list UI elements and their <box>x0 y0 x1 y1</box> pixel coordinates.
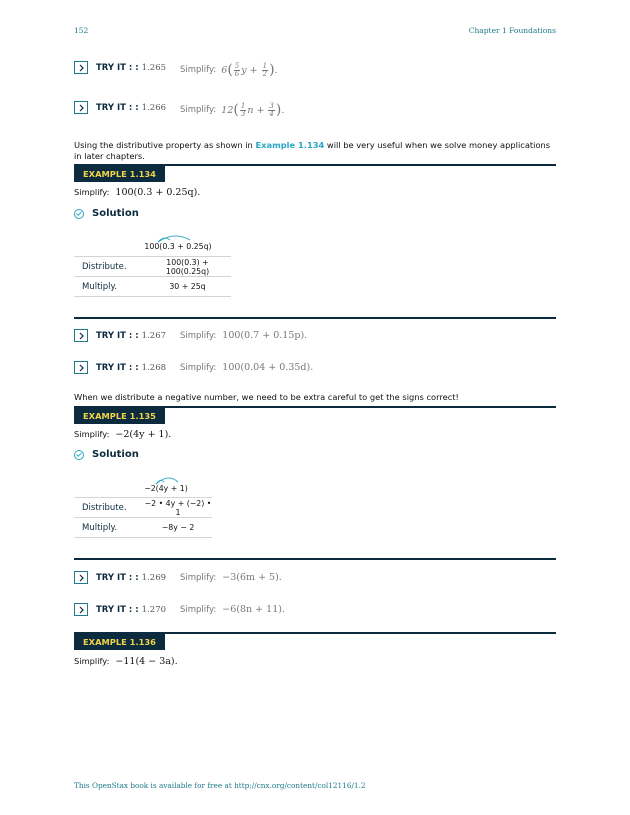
variable: y <box>241 64 247 76</box>
chevron-right-icon[interactable] <box>74 101 88 114</box>
try-it-number: 1.265 <box>141 62 167 73</box>
row-label: Multiply. <box>82 522 118 533</box>
try-it-1-270-problem <box>180 604 285 615</box>
try-it-1-265 <box>74 61 166 74</box>
example-end-divider <box>74 317 556 319</box>
chevron-right-icon[interactable] <box>74 329 88 342</box>
table-row <box>74 257 231 276</box>
chevron-right-icon[interactable] <box>74 603 88 616</box>
solution-heading <box>74 208 139 219</box>
row-label: Multiply. <box>82 281 118 292</box>
chevron-right-icon[interactable] <box>74 61 88 74</box>
try-it-number: 1.268 <box>141 362 167 373</box>
fraction: $\frac{1}{3}$ <box>240 101 246 118</box>
paragraph-text: will be very useful when we solve money applications in later chapters. <box>74 140 551 161</box>
paragraph-negative: When we distribute a negative number, we need to be extra careful to get the signs correct! <box>74 392 459 402</box>
row-value: 100(0.3) + 100(0.25q) <box>165 257 210 276</box>
try-it-label: TRY IT : : <box>96 362 139 373</box>
simplify-label: Simplify: <box>180 572 217 583</box>
paragraph-distributive <box>74 140 558 161</box>
check-circle-icon <box>74 450 84 460</box>
try-it-label: TRY IT : : <box>96 330 139 341</box>
top-expression: −2(4y + 1) <box>144 484 188 493</box>
top-expression: 100(0.3 + 0.25q) <box>144 242 212 251</box>
try-it-1-268-problem <box>180 362 313 373</box>
solution-heading <box>74 449 139 460</box>
problem-expression: 100(0.7 + 0.15p). <box>222 330 308 341</box>
example-title: EXAMPLE 1.136 <box>74 634 165 650</box>
try-it-number: 1.270 <box>141 604 167 615</box>
try-it-number: 1.266 <box>141 102 167 113</box>
fraction: $\frac{3}{4}$ <box>269 101 274 118</box>
chevron-right-icon[interactable] <box>74 571 88 584</box>
simplify-label: Simplify: <box>180 604 217 615</box>
row-value: −8y − 2 <box>161 523 195 532</box>
fraction: $\frac{5}{6}$ <box>234 61 240 78</box>
simplify-label: Simplify: <box>74 429 110 440</box>
row-value: −2 • 4y + (−2) • 1 <box>144 498 212 517</box>
example-title: EXAMPLE 1.134 <box>74 166 165 182</box>
try-it-label: TRY IT : : <box>96 604 139 615</box>
try-it-1-266 <box>74 101 166 114</box>
example-problem <box>74 429 171 440</box>
row-label: Distribute. <box>82 261 127 272</box>
row-value: 30 + 25q <box>169 282 206 291</box>
try-it-label: TRY IT : : <box>96 102 139 113</box>
table-row <box>74 498 212 517</box>
variable: n <box>247 104 254 116</box>
try-it-1-270 <box>74 603 166 616</box>
problem-expression: −3(6m + 5). <box>222 572 282 583</box>
example-problem <box>74 656 178 667</box>
table-line <box>74 296 231 297</box>
check-circle-icon <box>74 209 84 219</box>
try-it-1-267-problem <box>180 330 307 341</box>
operator: + <box>256 104 265 116</box>
coefficient: 12 <box>221 104 234 116</box>
try-it-1-267 <box>74 329 166 342</box>
example-title: EXAMPLE 1.135 <box>74 408 165 424</box>
try-it-1-266-problem <box>180 102 284 118</box>
fraction: $\frac{1}{2}$ <box>262 61 268 78</box>
simplify-label: Simplify: <box>74 187 110 198</box>
try-it-1-268 <box>74 361 166 374</box>
try-it-1-269 <box>74 571 166 584</box>
solution-label: Solution <box>92 449 139 460</box>
try-it-1-265-problem <box>180 62 278 78</box>
footer-note: This OpenStax book is available for free at http://cnx.org/content/col12116/1.2 <box>74 781 366 790</box>
example-link[interactable]: Example 1.134 <box>255 140 325 150</box>
problem-expression: −6(8n + 11). <box>222 604 285 615</box>
problem-expression: 100(0.3 + 0.25q). <box>115 187 201 198</box>
chevron-right-icon[interactable] <box>74 361 88 374</box>
chapter-title: Chapter 1 Foundations <box>468 26 556 35</box>
try-it-label: TRY IT : : <box>96 62 139 73</box>
try-it-number: 1.269 <box>141 572 167 583</box>
row-label: Distribute. <box>82 502 127 513</box>
problem-expression: 100(0.04 + 0.35d). <box>222 362 314 373</box>
paragraph-text: Using the distributive property as shown in <box>74 140 256 150</box>
try-it-number: 1.267 <box>141 330 167 341</box>
problem-expression: 6 ( $\frac{5}{6}$ y + $\frac{1}{2}$ ) . <box>221 61 278 78</box>
simplify-label: Simplify: <box>180 362 217 373</box>
problem-expression: −2(4y + 1). <box>115 429 172 440</box>
coefficient: 6 <box>221 64 228 76</box>
problem-expression: 12 ( $\frac{1}{3}$ n + $\frac{3}{4}$ ) . <box>221 101 285 118</box>
example-problem <box>74 187 200 198</box>
operator: + <box>249 64 258 76</box>
simplify-label: Simplify: <box>180 105 217 115</box>
table-row <box>74 277 231 296</box>
solution-label: Solution <box>92 208 139 219</box>
try-it-1-269-problem <box>180 572 282 583</box>
page-number: 152 <box>74 26 89 35</box>
simplify-label: Simplify: <box>180 65 217 75</box>
try-it-label: TRY IT : : <box>96 572 139 583</box>
simplify-label: Simplify: <box>74 656 110 667</box>
problem-expression: −11(4 − 3a). <box>115 656 178 667</box>
table-line <box>74 537 212 538</box>
table-row <box>74 518 212 537</box>
example-end-divider <box>74 558 556 560</box>
simplify-label: Simplify: <box>180 330 217 341</box>
